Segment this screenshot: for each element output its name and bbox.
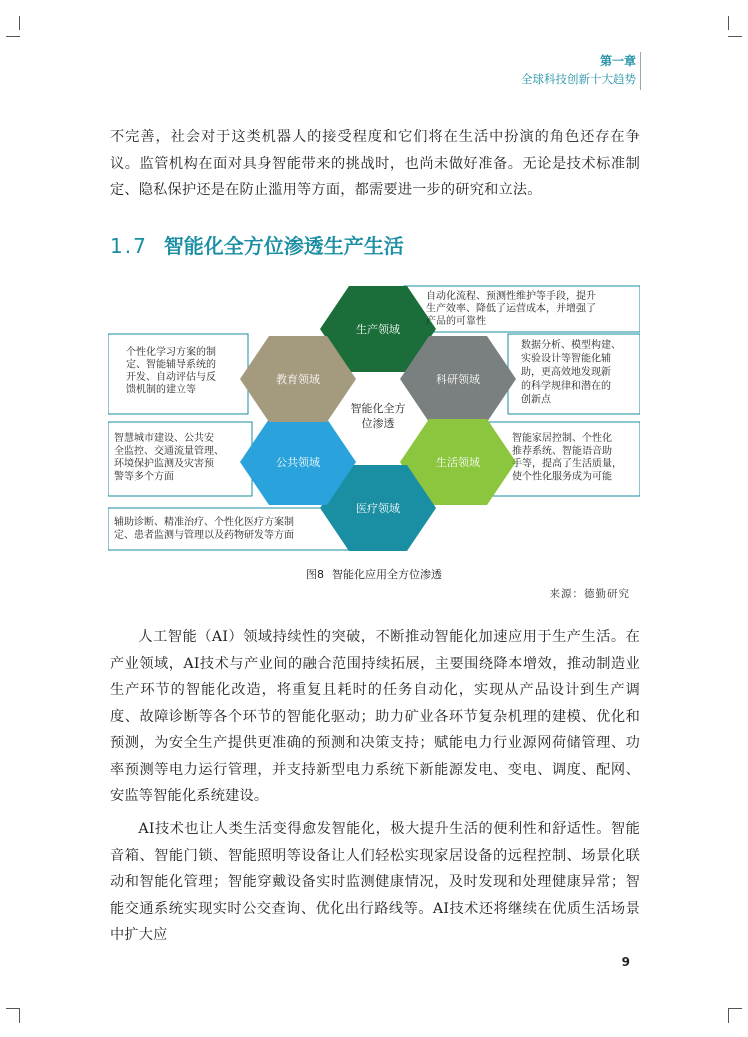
crop-mark-top-left [6, 22, 20, 37]
description-research-line: 实验设计等智能化辅 [521, 353, 611, 365]
description-education-line: 馈机制的建立等 [126, 384, 196, 396]
description-public-line: 全监控、交通流量管理、 [114, 445, 224, 457]
description-production-line: 生产效率、降低了运营成本，并增强了 [426, 303, 596, 315]
page-number: 9 [621, 955, 630, 969]
description-medical-line: 辅助诊断、精准治疗、个性化医疗方案制 [114, 517, 294, 528]
description-education-line: 定、智能辅导系统的 [126, 359, 216, 371]
intro-paragraph: 不完善，社会对于这类机器人的接受程度和它们将在生活中扮演的角色还存在争议。监管机构在面对具身智能带来的挑战时，也尚未做好准备。无论是技术标准制定、隐私保护还是在防止滥用等方面，都需要进一步的研究和立法。 [110, 129, 640, 198]
section-title: 智能化全方位渗透生产生活 [163, 234, 404, 258]
section-heading [110, 230, 404, 259]
description-research-line: 助，更高效地发现新 [521, 367, 611, 379]
hex-label-research: 科研领域 [436, 373, 480, 386]
hex-label-production: 生产领域 [356, 323, 400, 336]
hex-label-public: 公共领域 [276, 456, 320, 469]
box-medical [108, 508, 348, 550]
description-production-line: 自动化流程、预测性维护等手段，提升 [426, 291, 596, 302]
figure-caption-text: 智能化应用全方位渗透 [332, 568, 442, 581]
header-rule [640, 52, 641, 90]
hex-label-medical: 医疗领域 [356, 502, 400, 515]
running-header [521, 52, 636, 88]
description-public-line: 智慧城市建设、公共安 [114, 433, 214, 444]
description-research-line: 的科学规律和潜在的 [521, 380, 611, 392]
description-life-line: 使个性化服务成为可能 [512, 471, 612, 483]
description-public-line: 环境保护监测及灾害预 [114, 458, 214, 470]
crop-mark-bottom-left [6, 1008, 20, 1023]
description-life-line: 智能家居控制、个性化 [512, 433, 612, 444]
hex-label-life: 生活领域 [436, 456, 480, 469]
description-life-line: 手等，提高了生活质量， [512, 458, 622, 470]
figure-source: 来源：德勤研究 [549, 588, 630, 600]
description-education-line: 开发、自动评估与反 [126, 372, 216, 383]
hex-label-education: 教育领域 [276, 373, 320, 386]
description-education-line: 个性化学习方案的制 [126, 347, 216, 358]
description-production-line: 产品的可靠性 [426, 316, 486, 327]
crop-mark-bottom-right [728, 1008, 742, 1023]
center-label-line2: 位渗透 [361, 417, 395, 430]
description-life-line: 推荐系统、智能语音助 [512, 445, 612, 457]
description-medical-line: 定、患者监测与管理以及药物研发等方面 [114, 530, 294, 541]
body-paragraph-1: 人工智能（AI）领域持续性的突破，不断推动智能化加速应用于生产生活。在产业领域，AI技术与产业间的融合范围持续拓展，主要围绕降本增效，推动制造业生产环节的智能化改造，将重复且耗时的任务自动化，实现从产品设计到生产调度、故障诊断等各个环节的智能化驱动；助力矿业各环节复杂机理的建模、优化和预测，为安全生产提供更准确的预测和决策支持；赋能电力行业源网荷储管理、功率预测等电力运行管理，并支持新型电力系统下新能源发电、变电、调度、配网、安监等智能化系统建设。 [110, 629, 640, 804]
description-life [512, 431, 622, 482]
chapter-subtitle: 全球科技创新十大趋势 [521, 72, 636, 86]
description-research-line: 数据分析、模型构建、 [521, 340, 621, 351]
penetration-diagram [108, 282, 640, 552]
figure-caption [0, 566, 748, 582]
chapter-label: 第一章 [599, 54, 636, 68]
body-paragraph-2: AI技术也让人类生活变得愈发智能化，极大提升生活的便利性和舒适性。智能音箱、智能门锁、智能照明等设备让人们轻松实现家居设备的远程控制、场景化联动和智能化管理；智能穿戴设备实时监测健康情况，及时发现和处理健康异常；智能交通系统实现实时公交查询、优化出行路线等。AI技术还将继续在优质生活场景中扩大应 [110, 821, 640, 943]
description-public-line: 警等多个方面 [114, 471, 174, 483]
center-label-line1: 智能化全方 [350, 402, 406, 415]
figure-caption-label: 图8 [306, 568, 324, 581]
description-research-line: 创新点 [521, 394, 551, 406]
crop-mark-top-right [728, 22, 742, 37]
section-number: 1.7 [110, 234, 148, 258]
